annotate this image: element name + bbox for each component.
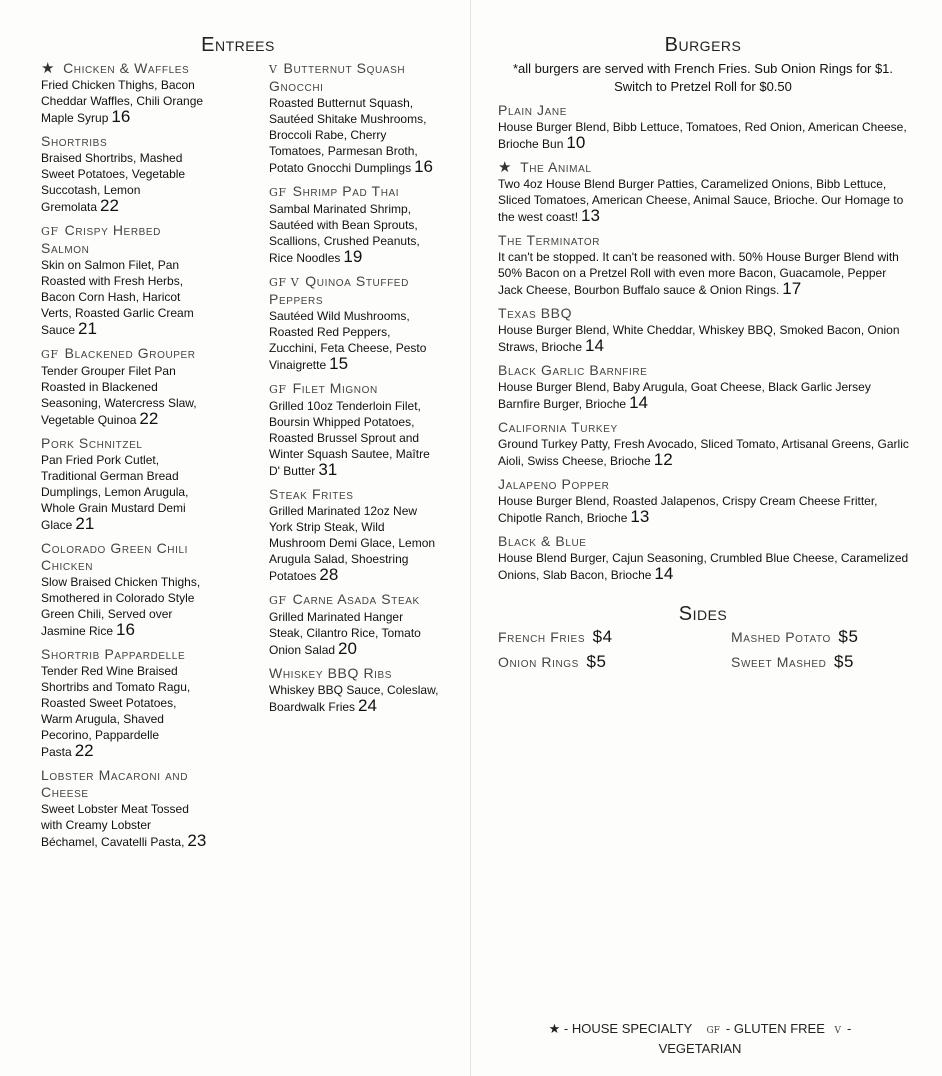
menu-item-description: Sautéed Wild Mushrooms, Roasted Red Peppers, Zucchini, Feta Cheese, Pesto Vinaigrette <box>269 309 427 372</box>
menu-item-name-row <box>41 222 211 257</box>
menu-item-description: Sambal Marinated Shrimp, Sautéed with Bean Sprouts, Scallions, Crushed Peanuts, Rice Noodles <box>269 202 420 265</box>
page-fold <box>470 0 471 1076</box>
menu-item <box>269 60 439 176</box>
legend-vegetarian: - VEGETARIAN <box>658 1021 852 1056</box>
diet-marker: GF <box>269 186 287 199</box>
menu-item-description-row <box>498 119 910 152</box>
menu-item <box>498 419 910 469</box>
menu-item-name: Black Garlic Barnfire <box>498 362 648 378</box>
menu-item-name-row <box>41 60 211 77</box>
burgers-title: Burgers <box>664 34 742 56</box>
menu-item <box>269 591 439 658</box>
menu-item-description: Tender Red Wine Braised Shortribs and Tomato Ragu, Roasted Sweet Potatoes, Warm Arugula, Shaved Pecorino, Pappardelle Pasta <box>41 664 191 759</box>
menu-item-description-row <box>269 503 439 584</box>
menu-item-price: 24 <box>358 696 377 715</box>
legend <box>510 1020 890 1058</box>
menu-item-description-row <box>269 398 439 479</box>
side-price: $4 <box>592 627 613 646</box>
legend-v-marker: V <box>834 1026 842 1036</box>
menu-item <box>498 159 910 225</box>
menu-item-price: 20 <box>338 639 357 658</box>
menu-item-name-row <box>498 305 910 322</box>
menu-item-name: Black & Blue <box>498 533 587 549</box>
menu-item-name: Colorado Green Chili Chicken <box>41 540 189 573</box>
diet-marker: V <box>269 63 278 76</box>
menu-item-name: Jalapeno Popper <box>498 476 610 492</box>
menu-item-price: 19 <box>343 247 363 266</box>
menu-item-name: Steak Frites <box>269 486 354 502</box>
menu-item-name-row <box>498 159 910 176</box>
menu-item-description-row <box>41 574 211 639</box>
menu-item-name-row <box>41 646 211 663</box>
side-item <box>498 652 607 672</box>
side-name: Mashed Potato <box>731 629 831 645</box>
menu-item <box>41 435 211 533</box>
diet-marker: GF V <box>269 276 300 289</box>
menu-item-description: Sweet Lobster Meat Tossed with Creamy Lobster Béchamel, Cavatelli Pasta, <box>41 802 189 849</box>
menu-item-description-row <box>41 150 211 215</box>
entrees-title: Entrees <box>201 34 275 56</box>
menu-item-name-row <box>41 435 211 452</box>
menu-item-price: 16 <box>111 107 131 126</box>
menu-item-price: 22 <box>139 409 159 428</box>
menu-item-name: Shortribs <box>41 133 108 149</box>
menu-item-name: Chicken & Waffles <box>63 60 190 76</box>
menu-item-description-row <box>269 95 439 176</box>
star-icon: ★ <box>498 159 513 176</box>
entrees-column-left <box>41 60 211 857</box>
menu-item-name-row <box>41 133 211 150</box>
menu-item-name-row <box>269 380 439 398</box>
menu-item-name-row <box>269 60 439 95</box>
menu-item-name-row <box>498 362 910 379</box>
menu-item <box>41 646 211 760</box>
menu-item-price: 14 <box>654 564 674 583</box>
menu-item-description: House Burger Blend, Roasted Jalapenos, Crispy Cream Cheese Fritter, Chipotle Ranch, Brioche <box>498 494 878 525</box>
menu-item <box>498 232 910 298</box>
menu-item-name-row <box>269 273 439 308</box>
menu-item-price: 13 <box>581 206 600 225</box>
menu-item <box>498 102 910 152</box>
menu-item-name: The Animal <box>520 159 592 175</box>
menu-item-description-row <box>41 663 211 760</box>
sides-title: Sides <box>678 603 728 625</box>
menu-item-name-row <box>41 345 211 363</box>
menu-item-description-row <box>41 77 211 126</box>
menu-item-price: 23 <box>187 831 207 850</box>
side-item <box>731 627 859 647</box>
menu-item-description: Whiskey BBQ Sauce, Coleslaw, Boardwalk Fries <box>269 683 439 714</box>
menu-item-description-row <box>41 257 211 338</box>
menu-item-name-row <box>498 102 910 119</box>
menu-item-description: Skin on Salmon Filet, Pan Roasted with Fresh Herbs, Bacon Corn Hash, Haricot Verts, Roasted Garlic Cream Sauce <box>41 258 194 337</box>
menu-item-price: 28 <box>319 565 339 584</box>
star-icon: ★ <box>41 60 56 77</box>
menu-item-description: Braised Shortribs, Mashed Sweet Potatoes, Vegetable Succotash, Lemon Gremolata <box>41 151 186 214</box>
menu-item-name-row <box>498 476 910 493</box>
menu-item-description: Tender Grouper Filet Pan Roasted in Blackened Seasoning, Watercress Slaw, Vegetable Quinoa <box>41 364 197 427</box>
menu-item-description-row <box>41 801 211 850</box>
legend-house-specialty: - HOUSE SPECIALTY <box>563 1021 693 1036</box>
menu-item <box>498 362 910 412</box>
menu-item-price: 22 <box>74 741 94 760</box>
menu-item-name-row <box>498 232 910 249</box>
menu-item-name: Butternut Squash Gnocchi <box>269 60 406 94</box>
entrees-column-right <box>269 60 439 722</box>
diet-marker: GF <box>269 594 287 607</box>
menu-item-name-row <box>269 486 439 503</box>
side-name: Onion Rings <box>498 654 579 670</box>
menu-item <box>41 767 211 850</box>
menu-item-description: House Burger Blend, White Cheddar, Whiskey BBQ, Smoked Bacon, Onion Straws, Brioche <box>498 323 900 354</box>
menu-item-description-row <box>498 249 910 298</box>
menu-item-description-row <box>498 550 910 583</box>
menu-item <box>41 60 211 126</box>
menu-item-name: The Terminator <box>498 232 601 248</box>
menu-item-name-row <box>498 533 910 550</box>
menu-item <box>498 476 910 526</box>
menu-item-price: 21 <box>75 514 95 533</box>
menu-item-name: Plain Jane <box>498 102 568 118</box>
menu-item <box>41 133 211 215</box>
side-price: $5 <box>833 652 855 671</box>
menu-item <box>41 222 211 338</box>
menu-item-name-row <box>41 767 211 801</box>
diet-marker: GF <box>41 225 59 238</box>
diet-marker: GF <box>41 348 59 361</box>
menu-item-description-row <box>41 363 211 428</box>
menu-item-description: Two 4oz House Blend Burger Patties, Caramelized Onions, Bibb Lettuce, Sliced Tomatoes, American Cheese, Animal Sauce, Brioche. Our Homage to the west coast! <box>498 177 904 224</box>
menu-item <box>269 486 439 584</box>
menu-item-name-row <box>269 665 439 682</box>
menu-item <box>498 533 910 583</box>
diet-marker: GF <box>269 383 287 396</box>
menu-item-description-row <box>269 682 439 715</box>
menu-item-description: House Burger Blend, Baby Arugula, Goat Cheese, Black Garlic Jersey Barnfire Burger, Brioche <box>498 380 871 411</box>
menu-item-description: House Burger Blend, Bibb Lettuce, Tomatoes, Red Onion, American Cheese, Brioche Bun <box>498 120 907 151</box>
menu-item-description: Grilled Marinated 12oz New York Strip Steak, Wild Mushroom Demi Glace, Lemon Arugula Salad, Shoestring Potatoes <box>269 504 436 583</box>
menu-item-price: 14 <box>585 336 604 355</box>
menu-item-price: 17 <box>782 279 802 298</box>
menu-item-price: 21 <box>78 319 97 338</box>
menu-item-price: 16 <box>116 620 135 639</box>
side-item <box>498 627 613 647</box>
menu-item-name: Texas BBQ <box>498 305 573 321</box>
menu-item <box>41 345 211 428</box>
menu-item-description-row <box>269 609 439 658</box>
star-icon: ★ <box>548 1021 561 1036</box>
menu-item-description: Pan Fried Pork Cutlet, Traditional German Bread Dumplings, Lemon Arugula, Whole Grain Mustard Demi Glace <box>41 453 189 532</box>
menu-item-name: Carne Asada Steak <box>292 591 420 607</box>
menu-item <box>269 665 439 715</box>
menu-item-description: Roasted Butternut Squash, Sautéed Shitake Mushrooms, Broccoli Rabe, Cherry Tomatoes, Parmesan Broth, Potato Gnocchi Dumplings <box>269 96 427 175</box>
side-price: $5 <box>586 652 607 671</box>
menu-item-name-row <box>269 183 439 201</box>
menu-item-name: Quinoa Stuffed Peppers <box>269 273 409 307</box>
menu-item <box>41 540 211 639</box>
menu-item-description: House Blend Burger, Cajun Seasoning, Crumbled Blue Cheese, Caramelized Onions, Slab Bacon, Brioche <box>498 551 909 582</box>
burgers-list <box>498 102 910 590</box>
menu-item-name: Shortrib Pappardelle <box>41 646 186 662</box>
menu-item <box>269 183 439 266</box>
menu-item-description: Grilled Marinated Hanger Steak, Cilantro Rice, Tomato Onion Salad <box>269 610 421 657</box>
legend-gluten-free: - GLUTEN FREE <box>725 1021 825 1036</box>
menu-item-name: Filet Mignon <box>292 380 378 396</box>
menu-item-price: 31 <box>318 460 338 479</box>
menu-item-name: Crispy Herbed Salmon <box>41 222 161 256</box>
side-price: $5 <box>838 627 859 646</box>
menu-item-description: Grilled 10oz Tenderloin Filet, Boursin Whipped Potatoes, Roasted Brussel Sprout and Winter Squash Sautee, Maître D' Butter <box>269 399 430 478</box>
side-name: Sweet Mashed <box>731 654 827 670</box>
legend-gf-marker: GF <box>706 1026 720 1036</box>
side-item <box>731 652 854 672</box>
menu-item <box>269 380 439 479</box>
menu-item-price: 15 <box>329 354 349 373</box>
menu-item-name: Whiskey BBQ Ribs <box>269 665 393 681</box>
menu-item-name: Blackened Grouper <box>64 345 196 361</box>
menu-item-name-row <box>41 540 211 574</box>
menu-item-price: 12 <box>653 450 673 469</box>
menu-item-description: Fried Chicken Thighs, Bacon Cheddar Waffles, Chili Orange Maple Syrup <box>41 78 204 125</box>
menu-item-description-row <box>498 493 910 526</box>
side-name: French Fries <box>498 629 586 645</box>
menu-item-description-row <box>498 322 910 355</box>
menu-item-description: Ground Turkey Patty, Fresh Avocado, Sliced Tomato, Artisanal Greens, Garlic Aioli, Swiss Cheese, Brioche <box>498 437 909 468</box>
menu-item-price: 16 <box>414 157 433 176</box>
menu-item-description: Slow Braised Chicken Thighs, Smothered in Colorado Style Green Chili, Served over Jasmine Rice <box>41 575 201 638</box>
menu-item-name: Lobster Macaroni and Cheese <box>41 767 189 800</box>
menu-item-name: Pork Schnitzel <box>41 435 143 451</box>
menu-item-description-row <box>498 176 910 225</box>
menu-item-name-row <box>498 419 910 436</box>
menu-item <box>498 305 910 355</box>
burgers-note: *all burgers are served with French Fries. Sub Onion Rings for $1. Switch to Pretzel Roll for $0.50 <box>512 61 894 94</box>
menu-item-price: 14 <box>629 393 648 412</box>
menu-item-description-row <box>41 452 211 533</box>
menu-item-description-row <box>498 436 910 469</box>
menu-item <box>269 273 439 373</box>
menu-item-description-row <box>269 308 439 373</box>
menu-item-description-row <box>498 379 910 412</box>
menu-item-description: It can't be stopped. It can't be reasoned with. 50% House Burger Blend with 50% Bacon on a Pretzel Roll with even more Bacon, Guacamole, Pepper Jack Cheese, Bourbon Buffalo sauce & Onion Rings. <box>498 250 899 297</box>
menu-item-price: 13 <box>630 507 650 526</box>
menu-item-description-row <box>269 201 439 266</box>
menu-item-name-row <box>269 591 439 609</box>
menu-item-price: 22 <box>100 196 119 215</box>
menu-item-price: 10 <box>566 133 586 152</box>
menu-item-name: Shrimp Pad Thai <box>292 183 400 199</box>
menu-item-name: California Turkey <box>498 419 618 435</box>
